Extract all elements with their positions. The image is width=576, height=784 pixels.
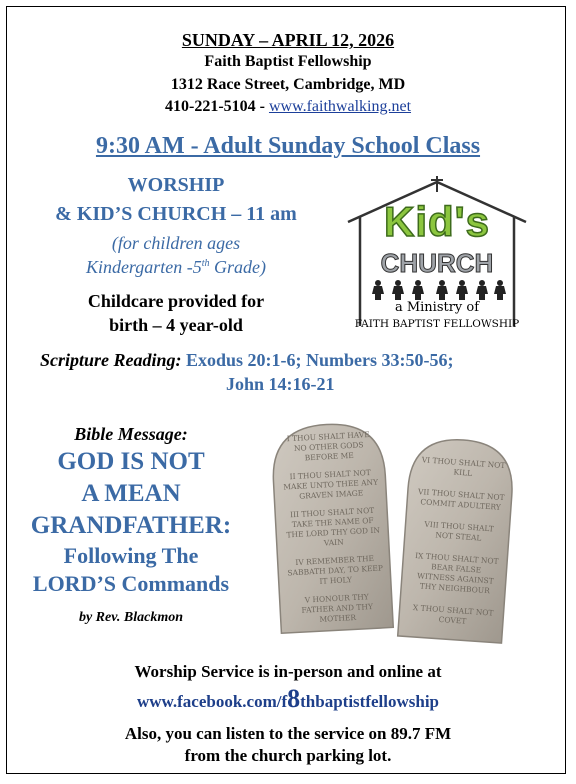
- ministry-of-text: a Ministry of: [394, 300, 480, 315]
- worship-heading: WORSHIP: [127, 174, 225, 196]
- church-name: Faith Baptist Fellowship: [204, 53, 372, 70]
- childcare-line2: birth – 4 year-old: [109, 315, 243, 335]
- ages-note-line1: (for children ages: [111, 233, 241, 253]
- kids-church-time: & KID’S CHURCH – 11 am: [55, 203, 297, 225]
- left-tablet-text: [279, 430, 387, 627]
- phone-number: 410-221-5104 -: [164, 98, 265, 115]
- commandment-2: II THOU SHALT NOT MAKE UNTO THEE ANY GRAVEN IMAGE: [283, 467, 379, 501]
- commandment-6: VI THOU SHALT NOT KILL: [421, 455, 506, 478]
- commandment-7: VII THOU SHALT NOT COMMIT ADULTERY: [417, 487, 505, 512]
- sunday-school-heading: 9:30 AM - Adult Sunday School Class: [95, 133, 481, 159]
- speaker-name: by Rev. Blackmon: [78, 610, 184, 625]
- contact-line: [0, 98, 576, 116]
- right-tablet-text: [408, 455, 508, 629]
- children-figures: [372, 280, 506, 300]
- online-service-note: Worship Service is in-person and online at: [134, 662, 442, 681]
- kids-church-logo: [342, 176, 532, 342]
- ages-note-line2: [0, 257, 352, 278]
- scripture-label: Scripture Reading:: [40, 350, 182, 370]
- facebook-url-start: www.facebook.com/f: [136, 692, 288, 711]
- commandment-4: IV REMEMBER THE SABBATH DAY, TO KEEP IT HOLY: [287, 553, 384, 586]
- commandment-1: I THOU SHALT HAVE NO OTHER GODS BEFORE ME: [286, 429, 370, 463]
- sermon-title-line1: GOD IS NOT: [57, 448, 205, 475]
- kids-logo-word: Kid's: [383, 198, 490, 245]
- scripture-refs-1: Exodus 20:1-6; Numbers 33:50-56;: [186, 350, 454, 370]
- commandment-3: III THOU SHALT NOT TAKE THE NAME OF THE LORD THY GOD IN VAIN: [286, 505, 381, 548]
- facebook-url-number: 8: [287, 684, 301, 713]
- childcare-line1: Childcare provided for: [87, 291, 265, 311]
- church-logo-word: CHURCH: [380, 248, 494, 278]
- sermon-title-line2: A MEAN: [81, 480, 181, 507]
- website-link[interactable]: www.faithwalking.net: [268, 98, 412, 115]
- scripture-line1: [40, 350, 454, 371]
- ages-grade-text: Kindergarten -5: [85, 257, 202, 277]
- fellowship-logo-text: FAITH BAPTIST FELLOWSHIP: [354, 318, 520, 330]
- commandment-9: IX THOU SHALT NOT BEAR FALSE WITNESS AGAINST THY NEIGHBOUR: [414, 551, 499, 596]
- sermon-title-line3: GRANDFATHER:: [30, 512, 232, 539]
- scripture-refs-2: John 14:16-21: [226, 374, 335, 394]
- facebook-url-end: thbaptistfellowship: [300, 692, 440, 711]
- commandment-5: V HONOUR THY FATHER AND THY MOTHER: [301, 592, 374, 624]
- radio-note-line1: Also, you can listen to the service on 89.7 FM: [124, 724, 452, 743]
- ages-grade-sup: th: [201, 258, 210, 269]
- facebook-link[interactable]: [0, 684, 576, 713]
- commandment-10: X THOU SHALT NOT COVET: [412, 603, 494, 626]
- commandment-tablets-image: [270, 418, 528, 646]
- sermon-subtitle-line2: LORD’S Commands: [32, 571, 230, 596]
- commandment-8: VIII THOU SHALT NOT STEAL: [424, 519, 495, 543]
- bible-message-label: Bible Message:: [74, 424, 188, 444]
- church-address: 1312 Race Street, Cambridge, MD: [170, 76, 406, 93]
- service-date: SUNDAY – APRIL 12, 2026: [181, 30, 395, 50]
- radio-note-line2: from the church parking lot.: [184, 746, 392, 765]
- ages-grade-text-end: Grade): [209, 257, 267, 277]
- sermon-subtitle-line1: Following The: [63, 543, 199, 568]
